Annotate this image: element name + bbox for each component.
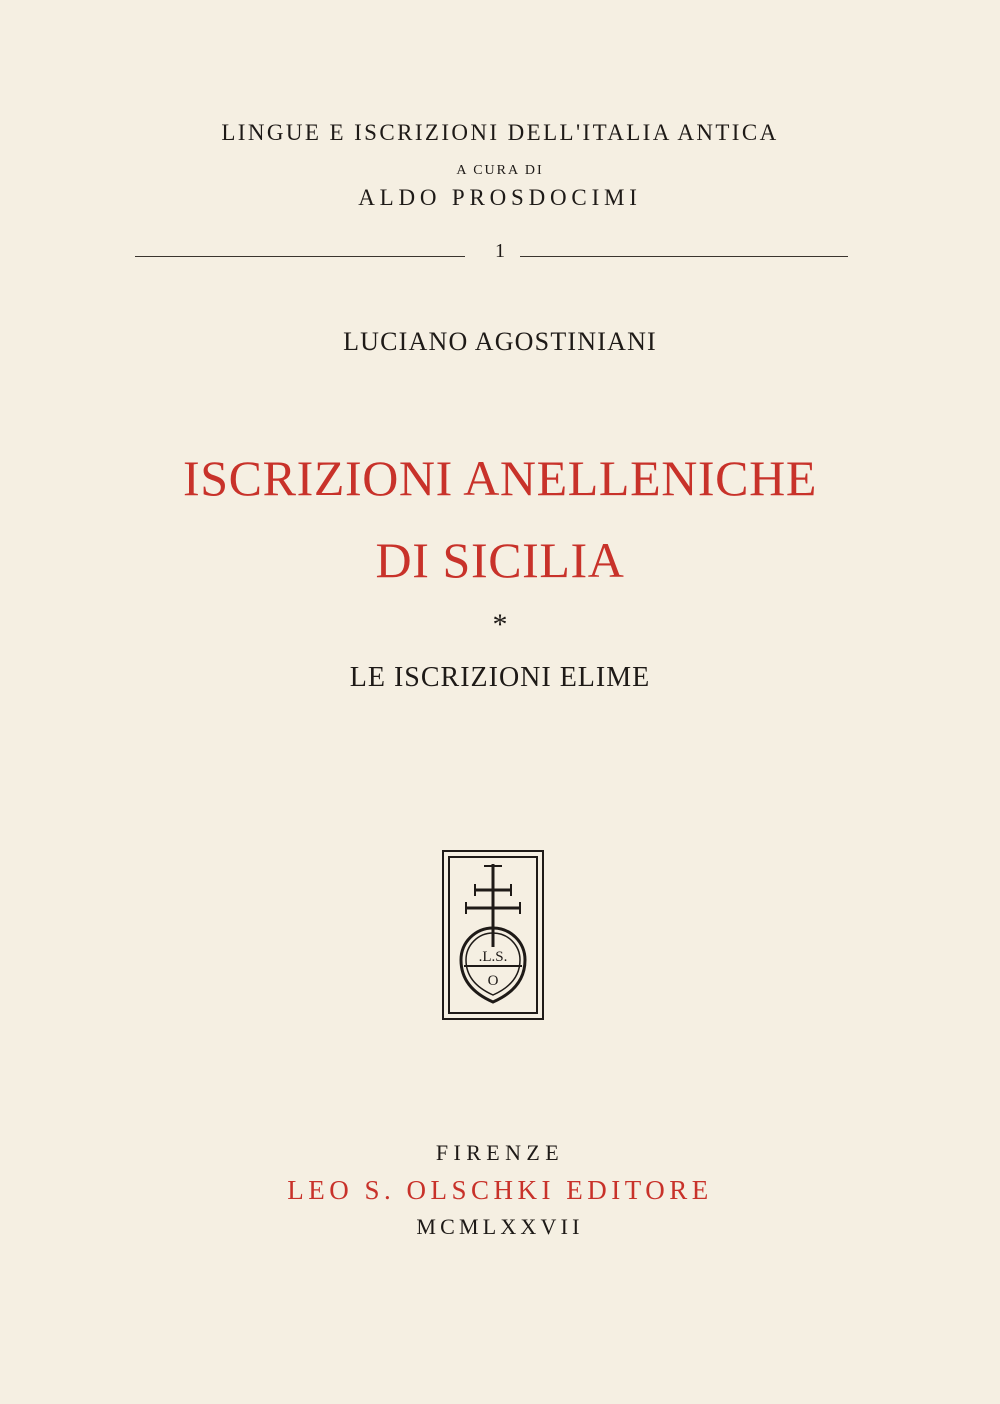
book-title-line-1: ISCRIZIONI ANELLENICHE bbox=[183, 450, 817, 506]
publisher-mark-logo bbox=[442, 850, 544, 1025]
mark-letters: .L.S. bbox=[478, 949, 508, 965]
series-editor: ALDO PROSDOCIMI bbox=[358, 185, 642, 210]
book-title-line-2: DI SICILIA bbox=[375, 532, 625, 588]
asterisk-ornament: * bbox=[492, 608, 508, 641]
author-name: LUCIANO AGOSTINIANI bbox=[343, 327, 657, 356]
series-title: LINGUE E ISCRIZIONI DELL'ITALIA ANTICA bbox=[221, 120, 779, 145]
volume-number: 1 bbox=[495, 240, 505, 262]
mark-lower-letter: O bbox=[487, 973, 499, 989]
imprint-publisher: LEO S. OLSCHKI EDITORE bbox=[287, 1175, 713, 1205]
right-rule bbox=[520, 256, 848, 257]
curator-lead: A CURA DI bbox=[456, 163, 544, 178]
imprint-place: FIRENZE bbox=[435, 1140, 565, 1165]
imprint-year: MCMLXXVII bbox=[416, 1214, 584, 1239]
book-subtitle: LE ISCRIZIONI ELIME bbox=[349, 662, 651, 693]
